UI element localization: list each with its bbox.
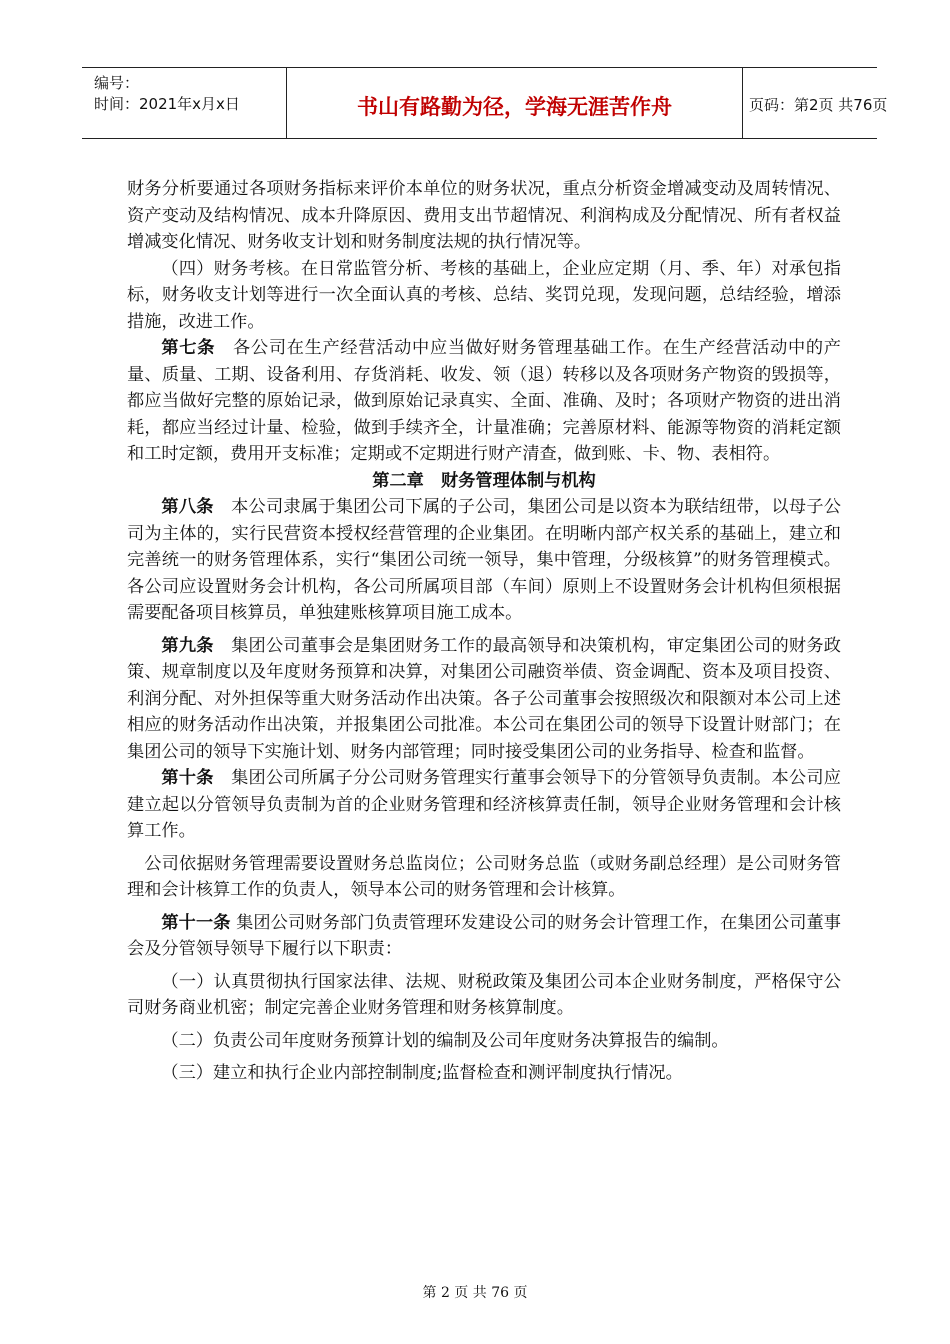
header-motto: 书山有路勤为径，学海无涯苦作舟 [357, 95, 672, 119]
page-footer: 第 2 页 共 76 页 [422, 1285, 528, 1301]
article-8-title: 第八条 [161, 497, 214, 517]
document-body [127, 176, 841, 1087]
article-8-text: 本公司隶属于集团公司下属的子公司，集团公司是以资本为联结纽带，以母子公司为主体的，实行民营资本授权经营管理的企业集团。在明晰内部产权关系的基础上，建立和完善统一的财务管理体系，实行“集团公司统一领导，集中管理，分级核算”的财务管理模式。各公司应设置财务会计机构，各公司所属项目部（车间）原则上不设置财务会计机构但须根据需要配备项目核算员，单独建账核算项目施工成本。 [127, 497, 841, 623]
article-10-text: 集团公司所属子分公司财务管理实行董事会领导下的分管领导负责制。本公司应建立起以分管领导负责制为首的企业财务管理和经济核算责任制，领导企业财务管理和会计核算工作。 [127, 768, 841, 841]
article-11 [127, 910, 841, 963]
paragraph-cfo: 公司依据财务管理需要设置财务总监岗位；公司财务总监（或财务副总经理）是公司财务管理和会计核算工作的负责人，领导本公司的财务管理和会计核算。 [127, 853, 841, 900]
page-header [82, 67, 888, 139]
document-number-label: 编号： [94, 74, 140, 92]
article-7-title: 第七条 [161, 338, 216, 358]
article-7 [127, 335, 841, 468]
header-motto-cell [287, 68, 743, 138]
header-page-cell [743, 68, 888, 138]
list-item-2: （二）负责公司年度财务预算计划的编制及公司年度财务决算报告的编制。 [161, 1030, 729, 1051]
article-11-title: 第十一条 [161, 912, 231, 933]
article-7-text: 各公司在生产经营活动中应当做好财务管理基础工作。在生产经营活动中的产量、质量、工期、设备利用、存货消耗、收发、领（退）转移以及各项财务产物资的毁损等，都应当做好完整的原始记录，做到原始记录真实、全面、准确、及时；各项财产物资的进出消耗，都应当经过计量、检验，做到手续齐全，计量准确；完善原材料、能源等物资的消耗定额和工时定额，费用开支标准；定期或不定期进行财产清查，做到账、卡、物、表相符。 [127, 338, 841, 464]
header-page-number: 页码：第2页 共76页 [749, 96, 888, 114]
document-time-label: 时间：2021年x月x日 [94, 95, 240, 113]
paragraph-financial-assessment: （四）财务考核。在日常监管分析、考核的基础上，企业应定期（月、季、年）对承包指标，财务收支计划等进行一次全面认真的考核、总结、奖罚兑现，发现问题，总结经验，增添措施，改进工作。 [127, 258, 841, 332]
article-8 [127, 494, 841, 627]
article-10-title: 第十条 [161, 768, 214, 788]
article-9-text: 集团公司董事会是集团财务工作的最高领导和决策机构，审定集团公司的财务政策、规章制度以及年度财务预算和决算，对集团公司融资举债、资金调配、资本及项目投资、利润分配、对外担保等重大财务活动作出决策。各子公司董事会按照级次和限额对本公司上述相应的财务活动作出决策，并报集团公司批准。本公司在集团公司的领导下设置计财部门；在集团公司的领导下实施计划、财务内部管理；同时接受集团公司的业务指导、检查和监督。 [127, 635, 841, 762]
article-10 [127, 765, 841, 845]
paragraph-financial-analysis: 财务分析要通过各项财务指标来评价本单位的财务状况，重点分析资金增减变动及周转情况、资产变动及结构情况、成本升降原因、费用支出节超情况、利润构成及分配情况、所有者权益增减变化情况、财务收支计划和财务制度法规的执行情况等。 [127, 179, 841, 252]
list-item-3: （三）建立和执行企业内部控制制度;监督检查和测评制度执行情况。 [161, 1063, 683, 1083]
article-9-title: 第九条 [161, 635, 214, 656]
header-info-cell [82, 68, 287, 138]
article-11-text: 集团公司财务部门负责管理环发建设公司的财务会计管理工作，在集团公司董事会及分管领导领导下履行以下职责： [127, 912, 841, 959]
chapter-2-heading: 第二章 财务管理体制与机构 [372, 470, 596, 491]
article-9 [127, 633, 841, 766]
list-item-1: （一）认真贯彻执行国家法律、法规、财税政策及集团公司本企业财务制度，严格保守公司财务商业机密；制定完善企业财务管理和财务核算制度。 [127, 971, 841, 1018]
